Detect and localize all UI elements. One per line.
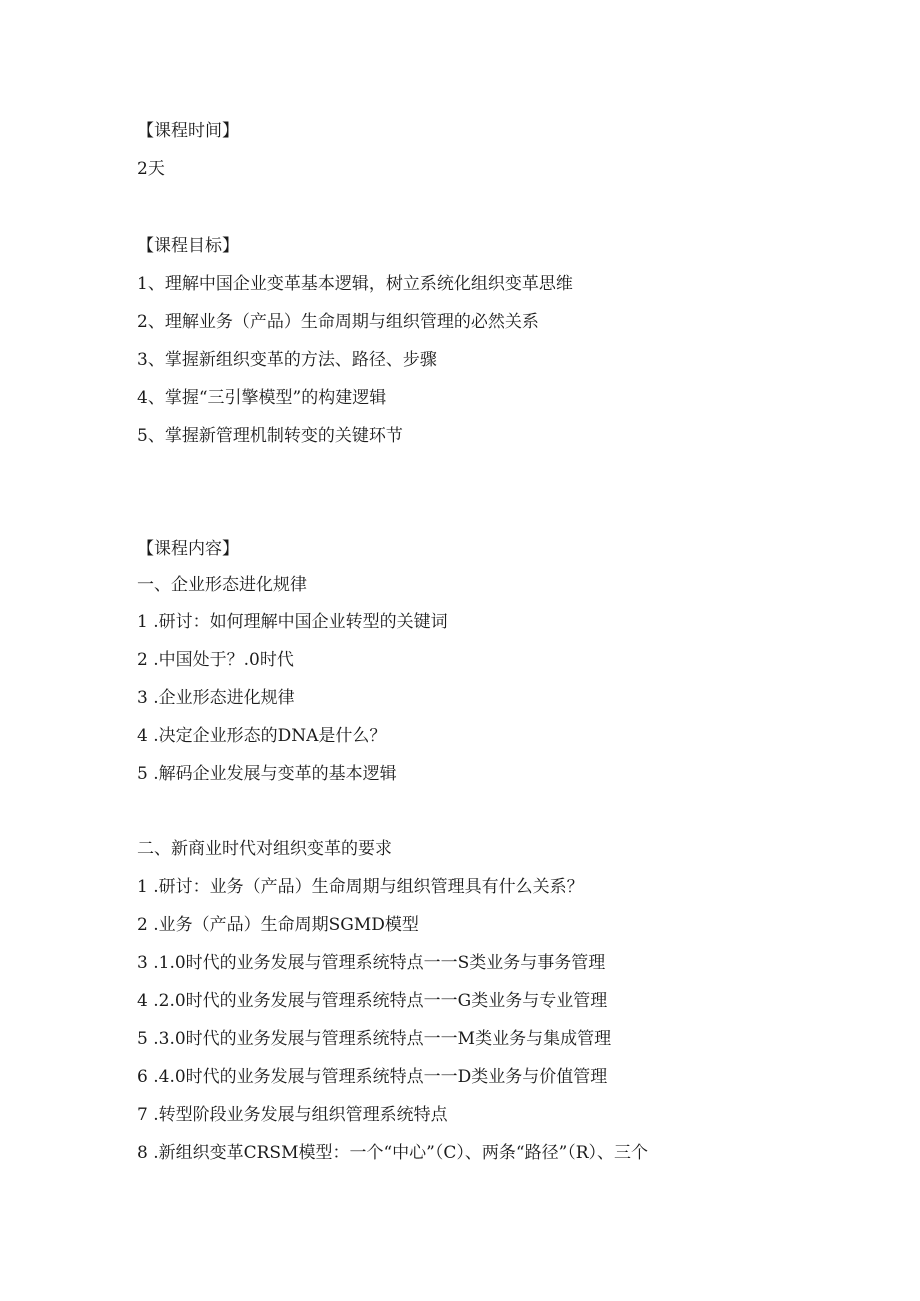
content-item: 1 .研讨：业务（产品）生命周期与组织管理具有什么关系？ (137, 877, 584, 897)
goal-item: 4、掌握“三引擎模型”的构建逻辑 (137, 388, 387, 408)
content-item: 5 .3.0时代的业务发展与管理系统特点一一M类业务与集成管理 (137, 1029, 612, 1049)
section-title: 一、企业形态进化规律 (137, 575, 307, 595)
goal-item: 5、掌握新管理机制转变的关键环节 (137, 426, 403, 446)
content-item: 2 .业务（产品）生命周期SGMD模型 (137, 915, 419, 935)
content-item: 7 .转型阶段业务发展与组织管理系统特点 (137, 1105, 448, 1125)
content-item: 5 .解码企业发展与变革的基本逻辑 (137, 764, 397, 784)
course-goals-heading: 【课程目标】 (137, 236, 239, 256)
goal-item: 2、理解业务（产品）生命周期与组织管理的必然关系 (137, 312, 539, 332)
goal-item: 1、理解中国企业变革基本逻辑，树立系统化组织变革思维 (137, 274, 573, 294)
section-title: 二、新商业时代对组织变革的要求 (137, 839, 392, 859)
course-time-heading: 【课程时间】 (137, 121, 239, 141)
content-item: 6 .4.0时代的业务发展与管理系统特点一一D类业务与价值管理 (137, 1067, 608, 1087)
content-item: 3 .1.0时代的业务发展与管理系统特点一一S类业务与事务管理 (137, 953, 606, 973)
content-item: 4 .决定企业形态的DNA是什么？ (137, 726, 387, 746)
content-item: 2 .中国处于？.0时代 (137, 650, 294, 670)
content-item: 4 .2.0时代的业务发展与管理系统特点一一G类业务与专业管理 (137, 991, 608, 1011)
content-item: 8 .新组织变革CRSM模型：一个“中心”（C）、两条“路径”（R）、三个 (137, 1143, 649, 1163)
goal-item: 3、掌握新组织变革的方法、路径、步骤 (137, 350, 437, 370)
content-item: 3 .企业形态进化规律 (137, 688, 295, 708)
course-time-value: 2天 (137, 159, 165, 179)
content-item: 1 .研讨：如何理解中国企业转型的关键词 (137, 612, 448, 632)
course-content-heading: 【课程内容】 (137, 539, 239, 559)
